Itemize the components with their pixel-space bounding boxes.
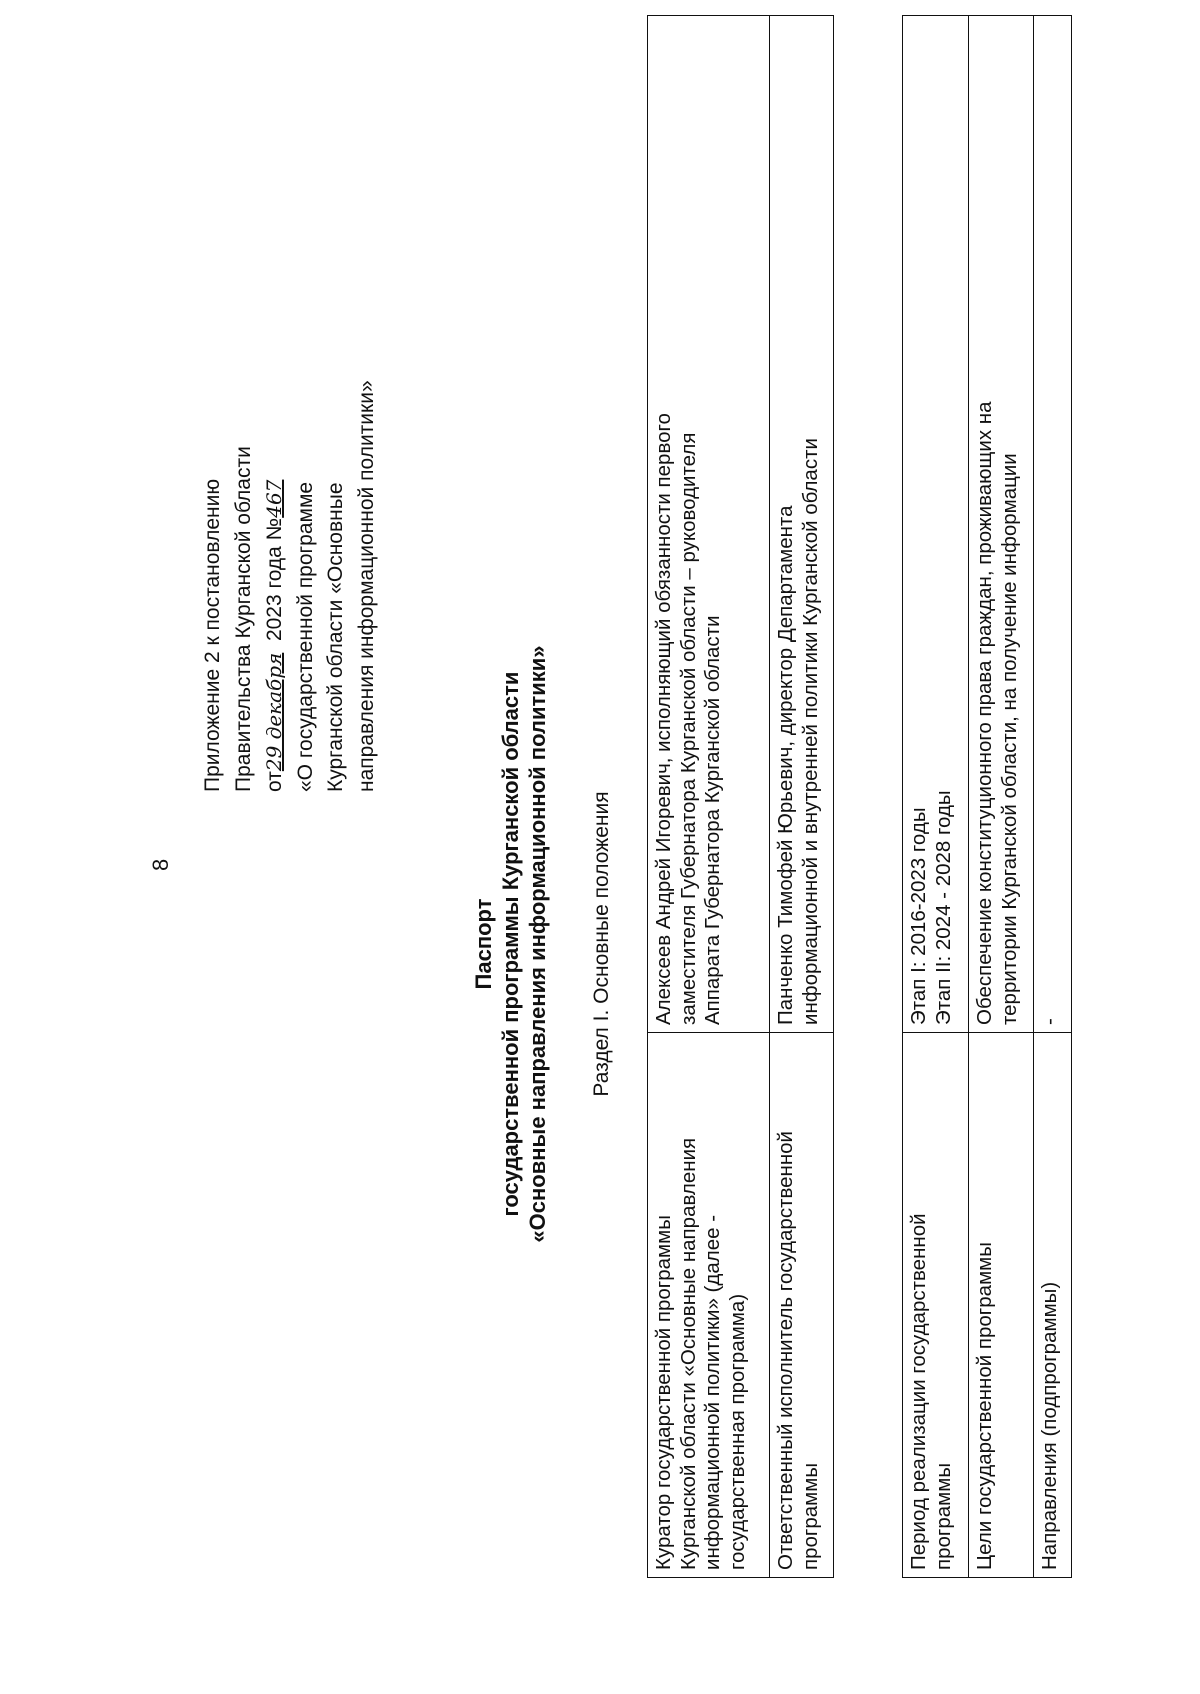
appendix-note — [198, 52, 382, 792]
row-value-executor — [770, 16, 834, 1033]
row-label-curator — [648, 1033, 770, 1578]
appendix-year-label: 2023 года № — [263, 517, 286, 642]
row-value-curator — [648, 16, 770, 1033]
handwritten-number: 467 — [262, 479, 286, 518]
row-label-directions — [1034, 1033, 1072, 1578]
appendix-line: Приложение 2 к постановлению — [201, 478, 224, 792]
table-row-directions — [1034, 16, 1072, 1578]
cell-line: государственная программа) — [725, 1293, 749, 1570]
appendix-line: Правительства Курганской области — [231, 446, 255, 792]
cell-line: Цели государственной программы — [973, 1242, 996, 1570]
cell-line: Период реализации государственной — [907, 1213, 930, 1570]
table-row-goals — [969, 16, 1034, 1578]
cell-line: Аппарата Губернатора Курганской области — [701, 615, 724, 1025]
table-row-curator — [648, 16, 770, 1578]
title-line: государственной программы Курганской области — [498, 671, 523, 1217]
cell-line: информационной и внутренней политики Курганской области — [798, 438, 822, 1025]
title-line: «Основные направления информационной политики» — [525, 645, 550, 1243]
document-title — [470, 494, 551, 1394]
row-label-executor — [770, 1033, 834, 1578]
appendix-line: «О государственной программе — [293, 481, 317, 792]
cell-line: Панченко Тимофей Юрьевич, директор Департамента — [774, 505, 797, 1025]
row-value-directions — [1034, 16, 1072, 1033]
appendix-line: Курганской области «Основные — [324, 482, 347, 792]
cell-line: программы — [798, 1462, 822, 1570]
section-heading: Раздел I. Основные положения — [590, 791, 613, 1097]
row-label-period — [903, 1033, 969, 1578]
cell-line: информационной политики» (далее - — [701, 1214, 724, 1570]
row-value-goals — [969, 16, 1034, 1033]
passport-table-details — [902, 15, 1072, 1578]
cell-line: Алексеев Андрей Игоревич, исполняющий обязанности первого — [652, 413, 675, 1025]
cell-line: Направления (подпрограммы) — [1038, 1281, 1061, 1570]
cell-line: Этап I: 2016-2023 годы — [907, 807, 930, 1025]
cell-line: Обеспечение конституционного права граждан, проживающих на — [973, 401, 996, 1025]
row-label-goals — [969, 1033, 1034, 1578]
passport-table-main — [647, 15, 834, 1578]
table-row-executor — [770, 16, 834, 1578]
title-line: Паспорт — [471, 898, 496, 990]
cell-line: программы — [931, 1462, 955, 1570]
cell-line: территории Курганской области, на получение информации — [997, 453, 1021, 1025]
cell-line: Ответственный исполнитель государственной — [774, 1130, 797, 1570]
appendix-line — [259, 52, 291, 792]
cell-line: заместителя Губернатора Курганской области – руководителя — [676, 432, 700, 1025]
row-value-period — [903, 16, 969, 1033]
cell-line: - — [1038, 1018, 1061, 1025]
appendix-line: направления информационной политики» — [354, 380, 378, 792]
cell-line: Этап II: 2024 - 2028 годы — [931, 790, 955, 1025]
cell-line: Куратор государственной программы — [652, 1215, 675, 1570]
page-number: 8 — [148, 858, 173, 871]
appendix-date-prefix: от — [263, 771, 286, 792]
handwritten-date: 29 декабря — [262, 652, 286, 772]
table-row-period — [903, 16, 969, 1578]
cell-line: Курганской области «Основные направления — [676, 1137, 700, 1570]
